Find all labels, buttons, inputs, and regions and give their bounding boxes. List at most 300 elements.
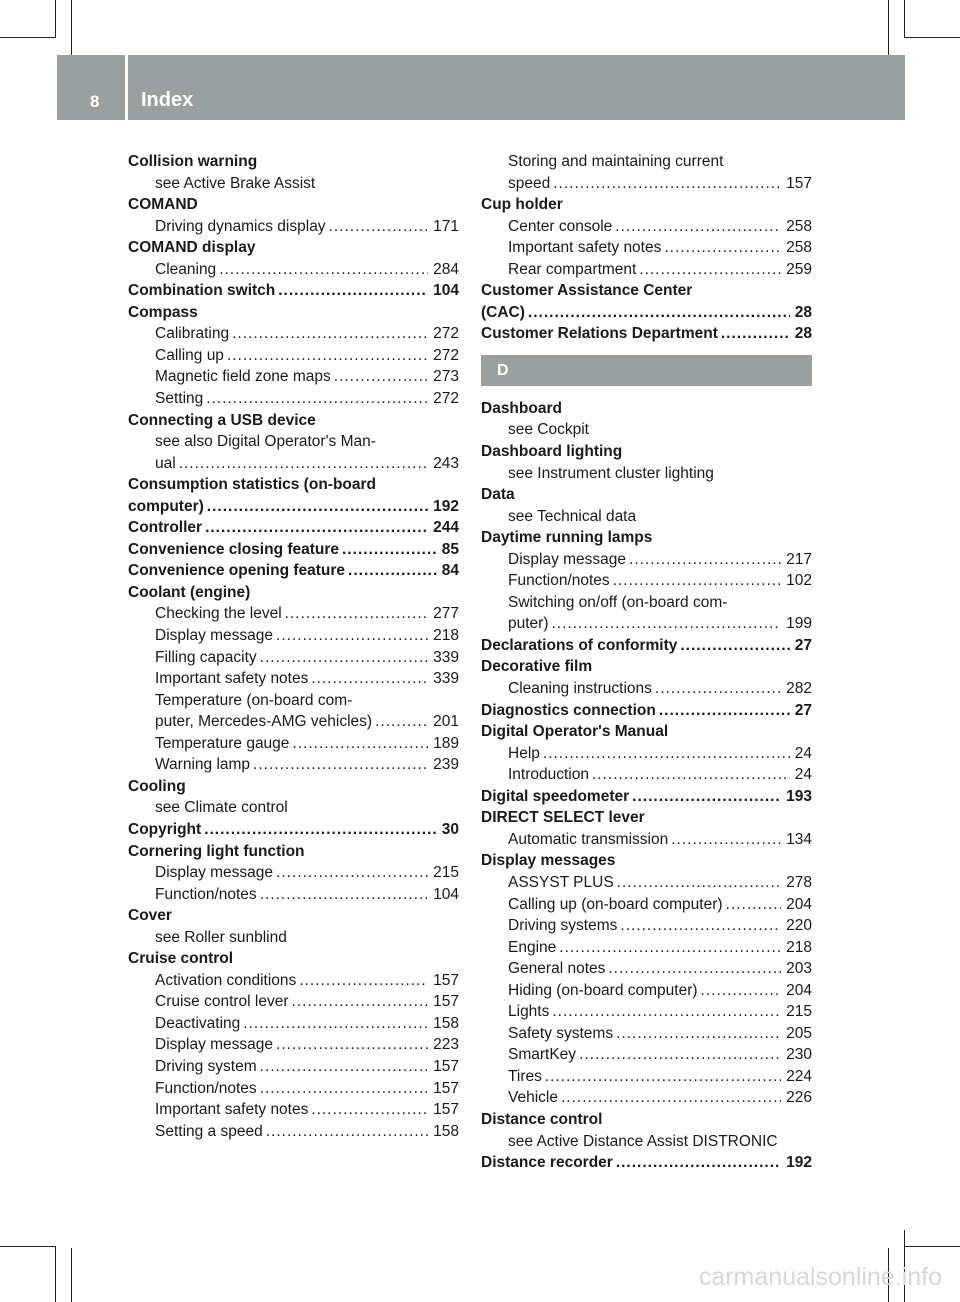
index-entry [128,819,459,841]
crop-mark [905,37,960,38]
entry-text: Function/notes [155,885,257,903]
entry-text: see Roller sunblind [155,928,287,946]
page-number: 8 [90,92,100,111]
entry-text: Customer Assistance Center [481,282,693,300]
index-subentry [128,927,459,949]
page-ref: 201 [433,713,459,731]
index-subentry [481,678,812,700]
page-ref: 157 [433,1057,459,1075]
page-ref: 258 [786,239,812,257]
index-subentry [128,431,459,453]
index-subentry [481,592,812,614]
index-subentry [481,570,812,592]
dot-leader [253,754,428,776]
index-entry [128,905,459,927]
crop-mark [905,1246,960,1247]
dot-leader [348,560,437,582]
index-entry [481,656,812,678]
dot-leader [620,915,781,937]
entry-text: Rear compartment [508,260,637,278]
entry-text: Setting a speed [155,1122,263,1140]
dot-leader [613,570,781,592]
entry-text: Storing and maintaining current [508,153,724,170]
entry-text: Important safety notes [155,670,309,688]
entry-text: Calibrating [155,325,230,343]
index-entry [128,948,459,970]
index-entry [128,194,459,216]
entry-text: COMAND display [128,239,256,257]
index-subentry [481,173,812,195]
index-entry [481,786,812,808]
dot-leader [232,323,428,345]
index-subentry [128,884,459,906]
dot-leader [671,829,781,851]
page-ref: 220 [786,917,812,935]
entry-text: Decorative film [481,658,593,676]
dot-leader [552,613,782,635]
dot-leader [552,1001,781,1023]
page-ref: 24 [794,744,812,762]
index-entry [481,527,812,549]
index-entry [481,194,812,216]
entry-text: Declarations of conformity [481,636,678,654]
page-ref: 259 [786,260,812,278]
index-subentry [128,366,459,388]
entry-text: see Climate control [155,799,288,817]
dot-leader [632,786,781,808]
entry-text: Display message [155,864,274,882]
index-entry [128,410,459,432]
entry-text: Consumption statistics (on-board [128,476,376,494]
page-ref: 27 [794,701,812,719]
page-ref: 284 [433,260,459,278]
page-ref: 278 [786,873,812,891]
index-subentry [481,1131,812,1153]
page-ref: 223 [433,1036,459,1054]
page-ref: 339 [433,648,459,666]
page-ref: 272 [433,325,459,343]
page-ref: 30 [441,820,459,838]
page-ref: 158 [433,1014,459,1032]
index-subentry [481,829,812,851]
entry-text: Setting [155,390,204,408]
crop-mark [55,0,56,38]
index-subentry [128,754,459,776]
index-subentry [481,1044,812,1066]
entry-text: Engine [508,938,557,956]
dot-leader [285,603,428,625]
page-ref: 102 [786,572,812,590]
dot-leader [726,894,782,916]
dot-leader [260,884,428,906]
index-subentry [128,690,459,712]
entry-text: Distance control [481,1110,603,1128]
entry-text: Calling up [155,346,224,364]
entry-text: Cleaning instructions [508,680,652,698]
page-ref: 277 [433,605,459,623]
entry-text: Cornering light function [128,842,305,860]
page-ref: 226 [786,1089,812,1107]
index-subentry [481,764,812,786]
dot-leader [664,237,781,259]
dot-leader [219,259,428,281]
entry-text: Display messages [481,852,616,870]
entry-text: Function/notes [155,1079,257,1097]
entry-text: computer) [128,497,204,515]
index-entry [481,807,812,829]
dot-leader [205,517,428,539]
entry-text: Automatic transmission [508,830,669,848]
page-title: Index [141,89,194,111]
entry-text: Driving dynamics display [155,217,326,235]
entry-text: see also Digital Operator's Man- [155,433,376,451]
index-subentry [481,915,812,937]
dot-leader [659,700,790,722]
page-ref: 204 [786,981,812,999]
dot-leader [375,711,428,733]
entry-text: Cup holder [481,196,563,214]
entry-text: Temperature (on-board com- [155,691,353,709]
page-ref: 85 [441,540,459,558]
page-ref: 28 [794,303,812,321]
dot-leader [260,647,428,669]
page-ref: 192 [433,497,459,515]
dot-leader [615,216,781,238]
crop-mark [904,0,905,38]
entry-text: see Active Distance Assist DISTRONIC [508,1132,778,1150]
index-subentry [128,173,459,195]
crop-mark [71,0,72,55]
index-subentry [481,506,812,528]
index-column-right [481,151,812,1174]
index-entry [128,474,459,496]
dot-leader [276,625,428,647]
entry-text: Copyright [128,820,202,838]
dot-leader [680,635,789,657]
dot-leader [629,549,781,571]
entry-text: Driving systems [508,917,618,935]
index-subentry [128,797,459,819]
index-entry [481,635,812,657]
page-ref: 203 [786,960,812,978]
crop-mark [888,0,889,55]
page-ref: 193 [786,787,812,805]
entry-text: Cleaning [155,260,217,278]
entry-text: Cruise control lever [155,993,289,1011]
crop-mark [0,37,56,38]
dot-leader [617,872,781,894]
index-entry [481,441,812,463]
dot-leader [528,302,790,324]
index-subentry [128,1013,459,1035]
entry-text: Activation conditions [155,971,297,989]
entry-text: Convenience closing feature [128,540,340,558]
entry-text: Driving system [155,1057,257,1075]
page-ref: 272 [433,390,459,408]
page-ref: 84 [441,562,459,580]
entry-text: DIRECT SELECT lever [481,809,645,827]
entry-text: ASSYST PLUS [508,873,614,891]
index-entry [128,560,459,582]
dot-leader [559,937,781,959]
dot-leader [243,1013,428,1035]
index-entry [128,280,459,302]
index-subentry [128,1099,459,1121]
page-ref: 192 [786,1154,812,1172]
index-entry [128,302,459,324]
entry-text: Cooling [128,777,186,795]
index-subentry [128,862,459,884]
entry-text: Hiding (on-board computer) [508,981,698,999]
entry-text: Temperature gauge [155,734,290,752]
page-ref: 215 [433,864,459,882]
crop-mark [0,1246,56,1247]
index-subentry [481,1001,812,1023]
dot-leader [553,173,781,195]
dot-leader [260,1078,428,1100]
page-ref: 157 [433,993,459,1011]
index-subentry [481,613,812,635]
index-subentry [128,345,459,367]
dot-leader [592,764,790,786]
index-entry [481,1152,812,1174]
index-entry [128,517,459,539]
entry-text: Calling up (on-board computer) [508,895,723,913]
dot-leader [342,539,437,561]
entry-text: Diagnostics connection [481,701,656,719]
page-ref: 171 [433,217,459,235]
index-subentry [128,603,459,625]
entry-text: Combination switch [128,282,276,300]
dot-leader [227,345,428,367]
index-entry [481,323,812,345]
index-subentry [481,151,812,173]
index-subentry [128,647,459,669]
index-subentry [481,1066,812,1088]
index-subentry [128,259,459,281]
page-ref: 273 [433,368,459,386]
dot-leader [266,1121,428,1143]
entry-text: Display message [508,550,627,568]
index-subentry [481,419,812,441]
entry-text: Connecting a USB device [128,411,316,429]
dot-leader [179,453,428,475]
page-ref: 24 [794,766,812,784]
index-subentry [481,872,812,894]
index-subentry [128,323,459,345]
page-ref: 157 [433,1079,459,1097]
index-subentry [481,1023,812,1045]
entry-text: Warning lamp [155,756,251,774]
entry-text: (CAC) [481,303,525,321]
dot-leader [311,668,428,690]
crop-mark [71,1248,72,1302]
entry-text: see Cockpit [508,421,589,439]
index-entry [128,539,459,561]
header-divider [125,55,128,120]
entry-text: COMAND [128,196,198,214]
entry-text: Vehicle [508,1089,558,1107]
index-subentry [128,388,459,410]
page-ref: 199 [786,615,812,633]
entry-text: see Technical data [508,507,637,525]
entry-text: Function/notes [508,572,610,590]
page-ref: 224 [786,1067,812,1085]
crop-mark [55,1246,56,1302]
index-entry [128,151,459,173]
index-entry [128,496,459,518]
entry-text: Dashboard lighting [481,443,623,461]
index-subentry [481,237,812,259]
index-subentry [128,733,459,755]
entry-text: Digital Operator's Manual [481,723,669,741]
entry-text: Display message [155,627,274,645]
dot-leader [701,980,782,1002]
dot-leader [561,1087,781,1109]
entry-text: Cruise control [128,950,234,968]
page-ref: 258 [786,217,812,235]
page-ref: 239 [433,756,459,774]
entry-text: ual [155,454,176,472]
page-ref: 157 [433,971,459,989]
index-subentry [481,894,812,916]
index-subentry [481,743,812,765]
entry-text: puter) [508,615,549,633]
index-subentry [128,1121,459,1143]
entry-text: Collision warning [128,153,258,170]
index-entry [481,721,812,743]
index-subentry [128,970,459,992]
page-ref: 244 [433,519,459,537]
index-subentry [481,937,812,959]
index-subentry [481,958,812,980]
entry-text: Coolant (engine) [128,583,251,601]
page-ref: 28 [794,325,812,343]
page-ref: 157 [433,1101,459,1119]
index-subentry [481,463,812,485]
index-subentry [481,216,812,238]
entry-text: Convenience opening feature [128,562,346,580]
entry-text: Magnetic field zone maps [155,368,331,386]
entry-text: Help [508,744,540,762]
entry-text: Display message [155,1036,274,1054]
entry-text: Filling capacity [155,648,257,666]
entry-text: see Active Brake Assist [155,174,316,192]
index-entry [481,850,812,872]
dot-leader [207,496,428,518]
page-ref: 104 [433,282,459,300]
page-ref: 189 [433,734,459,752]
index-entry [128,776,459,798]
dot-leader [334,366,428,388]
entry-text: Compass [128,303,198,321]
page-ref: 282 [786,680,812,698]
entry-text: puter, Mercedes-AMG vehicles) [155,713,373,731]
index-entry [481,398,812,420]
dot-leader [579,1044,781,1066]
index-entry [481,302,812,324]
index-subentry [128,1056,459,1078]
dot-leader [655,678,781,700]
page-ref: 218 [786,938,812,956]
page-ref: 27 [794,636,812,654]
entry-text: Checking the level [155,605,282,623]
page-ref: 217 [786,550,812,568]
dot-leader [276,1034,428,1056]
index-subentry [128,625,459,647]
page-ref: 157 [786,174,812,192]
dot-leader [299,970,428,992]
index-entry [128,841,459,863]
entry-text: Digital speedometer [481,787,630,805]
entry-text: Cover [128,907,172,925]
index-subentry [481,980,812,1002]
entry-text: Distance recorder [481,1154,613,1172]
index-subentry [128,668,459,690]
index-entry [128,237,459,259]
dot-leader [639,259,781,281]
index-subentry [128,711,459,733]
page-ref: 272 [433,346,459,364]
page-ref: 158 [433,1122,459,1140]
dot-leader [276,862,428,884]
index-subentry [128,216,459,238]
page-ref: 243 [433,454,459,472]
entry-text: Controller [128,519,203,537]
entry-text: Deactivating [155,1014,241,1032]
dot-leader [721,323,790,345]
entry-text: SmartKey [508,1046,577,1064]
dot-leader [329,216,429,238]
dot-leader [311,1099,428,1121]
index-subentry [128,1078,459,1100]
index-subentry [481,1087,812,1109]
entry-text: Customer Relations Department [481,325,718,343]
dot-leader [616,1152,781,1174]
entry-text: speed [508,174,551,192]
index-subentry [128,1034,459,1056]
entry-text: Data [481,486,515,504]
entry-text: Introduction [508,766,589,784]
entry-text: Center console [508,217,613,235]
index-subentry [481,549,812,571]
entry-text: Tires [508,1067,542,1085]
index-entry [481,484,812,506]
watermark: carmanualsonline.info [698,1263,942,1291]
entry-text: Important safety notes [155,1101,309,1119]
entry-text: Lights [508,1003,550,1021]
index-subentry [128,991,459,1013]
dot-leader [608,958,781,980]
index-entry [128,582,459,604]
page-ref: 218 [433,627,459,645]
entry-text: General notes [508,960,606,978]
entry-text: Daytime running lamps [481,529,653,547]
page-ref: 215 [786,1003,812,1021]
dot-leader [292,733,428,755]
dot-leader [543,743,790,765]
page-ref: 205 [786,1024,812,1042]
index-subentry [481,259,812,281]
dot-leader [292,991,429,1013]
index-entry [481,1109,812,1131]
dot-leader [206,388,428,410]
page-ref: 134 [786,830,812,848]
dot-leader [204,819,437,841]
page-ref: 204 [786,895,812,913]
index-column-left [128,151,459,1142]
index-entry [481,280,812,302]
